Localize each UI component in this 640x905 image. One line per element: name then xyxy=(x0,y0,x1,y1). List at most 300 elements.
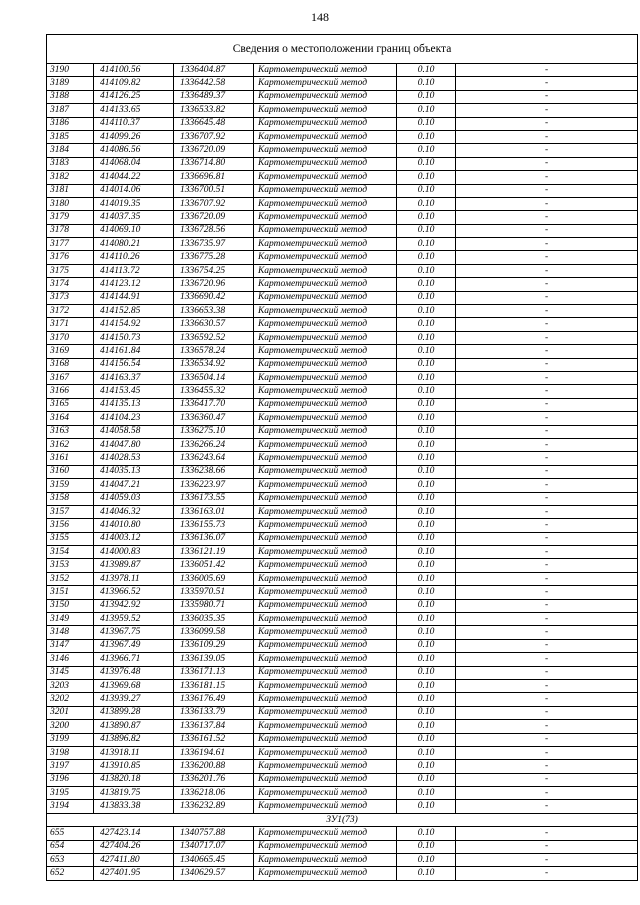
method-cell: Картометрический метод xyxy=(254,130,397,143)
table-row xyxy=(47,599,638,612)
method-cell: Картометрический метод xyxy=(254,613,397,626)
table-row xyxy=(47,626,638,639)
table-row xyxy=(47,465,638,478)
x-coordinate-cell: 414126.25 xyxy=(94,90,174,103)
description-cell: - xyxy=(456,479,638,492)
method-cell: Картометрический метод xyxy=(254,318,397,331)
point-number-cell: 3177 xyxy=(47,238,94,251)
description-cell: - xyxy=(456,278,638,291)
accuracy-cell: 0.10 xyxy=(397,264,456,277)
point-number-cell: 3162 xyxy=(47,438,94,451)
description-cell: - xyxy=(456,358,638,371)
method-cell: Картометрический метод xyxy=(254,251,397,264)
description-cell: - xyxy=(456,613,638,626)
method-cell: Картометрический метод xyxy=(254,666,397,679)
description-cell: - xyxy=(456,412,638,425)
description-cell: - xyxy=(456,251,638,264)
y-coordinate-cell: 1336653.38 xyxy=(174,305,254,318)
x-coordinate-cell: 414161.84 xyxy=(94,345,174,358)
y-coordinate-cell: 1336051.42 xyxy=(174,559,254,572)
x-coordinate-cell: 414135.13 xyxy=(94,398,174,411)
description-cell: - xyxy=(456,532,638,545)
y-coordinate-cell: 1336534.92 xyxy=(174,358,254,371)
description-cell: - xyxy=(456,773,638,786)
accuracy-cell: 0.10 xyxy=(397,104,456,117)
point-number-cell: 3169 xyxy=(47,345,94,358)
method-cell: Картометрический метод xyxy=(254,64,397,77)
x-coordinate-cell: 414010.80 xyxy=(94,519,174,532)
description-cell: - xyxy=(456,224,638,237)
point-number-cell: 3189 xyxy=(47,77,94,90)
point-number-cell: 3152 xyxy=(47,572,94,585)
y-coordinate-cell: 1336218.06 xyxy=(174,787,254,800)
x-coordinate-cell: 414047.80 xyxy=(94,438,174,451)
accuracy-cell: 0.10 xyxy=(397,238,456,251)
description-cell: - xyxy=(456,371,638,384)
x-coordinate-cell: 413989.87 xyxy=(94,559,174,572)
table-row xyxy=(47,519,638,532)
y-coordinate-cell: 1340757.88 xyxy=(174,827,254,840)
description-cell: - xyxy=(456,787,638,800)
method-cell: Картометрический метод xyxy=(254,224,397,237)
point-number-cell: 655 xyxy=(47,827,94,840)
description-cell: - xyxy=(456,104,638,117)
y-coordinate-cell: 1336155.73 xyxy=(174,519,254,532)
point-number-cell: 3174 xyxy=(47,278,94,291)
x-coordinate-cell: 413967.75 xyxy=(94,626,174,639)
method-cell: Картометрический метод xyxy=(254,546,397,559)
point-number-cell: 3175 xyxy=(47,264,94,277)
point-number-cell: 3172 xyxy=(47,305,94,318)
accuracy-cell: 0.10 xyxy=(397,693,456,706)
table-row xyxy=(47,720,638,733)
point-number-cell: 3148 xyxy=(47,626,94,639)
point-number-cell: 3179 xyxy=(47,211,94,224)
x-coordinate-cell: 413969.68 xyxy=(94,679,174,692)
y-coordinate-cell: 1336630.57 xyxy=(174,318,254,331)
y-coordinate-cell: 1336592.52 xyxy=(174,331,254,344)
accuracy-cell: 0.10 xyxy=(397,64,456,77)
table-row xyxy=(47,679,638,692)
accuracy-cell: 0.10 xyxy=(397,666,456,679)
method-cell: Картометрический метод xyxy=(254,572,397,585)
table-row xyxy=(47,64,638,77)
method-cell: Картометрический метод xyxy=(254,452,397,465)
table-row xyxy=(47,613,638,626)
table-row xyxy=(47,345,638,358)
table-row xyxy=(47,224,638,237)
x-coordinate-cell: 427423.14 xyxy=(94,827,174,840)
section-label: ЗУ1(73) xyxy=(47,813,638,826)
y-coordinate-cell: 1336232.89 xyxy=(174,800,254,813)
table-title: Сведения о местоположении границ объекта xyxy=(47,35,638,64)
description-cell: - xyxy=(456,238,638,251)
accuracy-cell: 0.10 xyxy=(397,572,456,585)
x-coordinate-cell: 414144.91 xyxy=(94,291,174,304)
x-coordinate-cell: 414000.83 xyxy=(94,546,174,559)
accuracy-cell: 0.10 xyxy=(397,787,456,800)
x-coordinate-cell: 414035.13 xyxy=(94,465,174,478)
point-number-cell: 3153 xyxy=(47,559,94,572)
y-coordinate-cell: 1336714.80 xyxy=(174,157,254,170)
y-coordinate-cell: 1336194.61 xyxy=(174,746,254,759)
y-coordinate-cell: 1335980.71 xyxy=(174,599,254,612)
section-row xyxy=(47,813,638,826)
x-coordinate-cell: 414047.21 xyxy=(94,479,174,492)
table-row xyxy=(47,358,638,371)
accuracy-cell: 0.10 xyxy=(397,733,456,746)
table-row xyxy=(47,492,638,505)
point-number-cell: 3168 xyxy=(47,358,94,371)
method-cell: Картометрический метод xyxy=(254,532,397,545)
y-coordinate-cell: 1340717.07 xyxy=(174,840,254,853)
method-cell: Картометрический метод xyxy=(254,184,397,197)
description-cell: - xyxy=(456,693,638,706)
method-cell: Картометрический метод xyxy=(254,773,397,786)
table-row xyxy=(47,773,638,786)
method-cell: Картометрический метод xyxy=(254,278,397,291)
x-coordinate-cell: 413966.71 xyxy=(94,653,174,666)
point-number-cell: 3201 xyxy=(47,706,94,719)
accuracy-cell: 0.10 xyxy=(397,720,456,733)
description-cell: - xyxy=(456,572,638,585)
description-cell: - xyxy=(456,653,638,666)
point-number-cell: 3173 xyxy=(47,291,94,304)
y-coordinate-cell: 1336163.01 xyxy=(174,505,254,518)
point-number-cell: 3158 xyxy=(47,492,94,505)
description-cell: - xyxy=(456,666,638,679)
x-coordinate-cell: 413899.28 xyxy=(94,706,174,719)
accuracy-cell: 0.10 xyxy=(397,599,456,612)
method-cell: Картометрический метод xyxy=(254,706,397,719)
description-cell: - xyxy=(456,800,638,813)
table-body xyxy=(47,35,638,881)
method-cell: Картометрический метод xyxy=(254,492,397,505)
accuracy-cell: 0.10 xyxy=(397,505,456,518)
y-coordinate-cell: 1336121.19 xyxy=(174,546,254,559)
accuracy-cell: 0.10 xyxy=(397,117,456,130)
table-row xyxy=(47,693,638,706)
description-cell: - xyxy=(456,586,638,599)
accuracy-cell: 0.10 xyxy=(397,144,456,157)
table-row xyxy=(47,800,638,813)
description-cell: - xyxy=(456,867,638,880)
description-cell: - xyxy=(456,144,638,157)
table-row xyxy=(47,171,638,184)
description-cell: - xyxy=(456,318,638,331)
y-coordinate-cell: 1336275.10 xyxy=(174,425,254,438)
x-coordinate-cell: 414037.35 xyxy=(94,211,174,224)
table-row xyxy=(47,666,638,679)
description-cell: - xyxy=(456,264,638,277)
point-number-cell: 3165 xyxy=(47,398,94,411)
table-row xyxy=(47,425,638,438)
accuracy-cell: 0.10 xyxy=(397,130,456,143)
y-coordinate-cell: 1336133.79 xyxy=(174,706,254,719)
point-number-cell: 3159 xyxy=(47,479,94,492)
x-coordinate-cell: 413942.92 xyxy=(94,599,174,612)
table-row xyxy=(47,157,638,170)
method-cell: Картометрический метод xyxy=(254,559,397,572)
accuracy-cell: 0.10 xyxy=(397,171,456,184)
point-number-cell: 3197 xyxy=(47,760,94,773)
x-coordinate-cell: 427404.26 xyxy=(94,840,174,853)
description-cell: - xyxy=(456,733,638,746)
method-cell: Картометрический метод xyxy=(254,626,397,639)
point-number-cell: 3156 xyxy=(47,519,94,532)
point-number-cell: 3160 xyxy=(47,465,94,478)
table-row xyxy=(47,278,638,291)
point-number-cell: 3167 xyxy=(47,371,94,384)
description-cell: - xyxy=(456,505,638,518)
description-cell: - xyxy=(456,465,638,478)
y-coordinate-cell: 1336243.64 xyxy=(174,452,254,465)
method-cell: Картометрический метод xyxy=(254,305,397,318)
accuracy-cell: 0.10 xyxy=(397,211,456,224)
method-cell: Картометрический метод xyxy=(254,720,397,733)
accuracy-cell: 0.10 xyxy=(397,318,456,331)
table-title-row xyxy=(47,35,638,64)
table-row xyxy=(47,840,638,853)
table-row xyxy=(47,211,638,224)
y-coordinate-cell: 1336754.25 xyxy=(174,264,254,277)
method-cell: Картометрический метод xyxy=(254,438,397,451)
point-number-cell: 3171 xyxy=(47,318,94,331)
accuracy-cell: 0.10 xyxy=(397,425,456,438)
y-coordinate-cell: 1336099.58 xyxy=(174,626,254,639)
y-coordinate-cell: 1336201.76 xyxy=(174,773,254,786)
accuracy-cell: 0.10 xyxy=(397,398,456,411)
table-row xyxy=(47,586,638,599)
y-coordinate-cell: 1336173.55 xyxy=(174,492,254,505)
y-coordinate-cell: 1336504.14 xyxy=(174,371,254,384)
accuracy-cell: 0.10 xyxy=(397,278,456,291)
method-cell: Картометрический метод xyxy=(254,211,397,224)
description-cell: - xyxy=(456,398,638,411)
table-row xyxy=(47,479,638,492)
method-cell: Картометрический метод xyxy=(254,117,397,130)
y-coordinate-cell: 1336578.24 xyxy=(174,345,254,358)
table-row xyxy=(47,305,638,318)
table-row xyxy=(47,505,638,518)
x-coordinate-cell: 413939.27 xyxy=(94,693,174,706)
x-coordinate-cell: 414110.37 xyxy=(94,117,174,130)
y-coordinate-cell: 1336728.56 xyxy=(174,224,254,237)
method-cell: Картометрический метод xyxy=(254,505,397,518)
table-row xyxy=(47,706,638,719)
description-cell: - xyxy=(456,492,638,505)
point-number-cell: 3151 xyxy=(47,586,94,599)
point-number-cell: 3194 xyxy=(47,800,94,813)
y-coordinate-cell: 1336775.28 xyxy=(174,251,254,264)
x-coordinate-cell: 413959.52 xyxy=(94,613,174,626)
accuracy-cell: 0.10 xyxy=(397,532,456,545)
point-number-cell: 3183 xyxy=(47,157,94,170)
table-row xyxy=(47,130,638,143)
point-number-cell: 3187 xyxy=(47,104,94,117)
y-coordinate-cell: 1336035.35 xyxy=(174,613,254,626)
point-number-cell: 3190 xyxy=(47,64,94,77)
table-row xyxy=(47,760,638,773)
point-number-cell: 3170 xyxy=(47,331,94,344)
table-row xyxy=(47,90,638,103)
point-number-cell: 3199 xyxy=(47,733,94,746)
table-row xyxy=(47,117,638,130)
description-cell: - xyxy=(456,706,638,719)
table-row xyxy=(47,572,638,585)
x-coordinate-cell: 413918.11 xyxy=(94,746,174,759)
method-cell: Картометрический метод xyxy=(254,197,397,210)
point-number-cell: 3200 xyxy=(47,720,94,733)
x-coordinate-cell: 413966.52 xyxy=(94,586,174,599)
point-number-cell: 3176 xyxy=(47,251,94,264)
x-coordinate-cell: 414046.32 xyxy=(94,505,174,518)
table-row xyxy=(47,854,638,867)
method-cell: Картометрический метод xyxy=(254,693,397,706)
description-cell: - xyxy=(456,438,638,451)
accuracy-cell: 0.10 xyxy=(397,197,456,210)
y-coordinate-cell: 1336417.70 xyxy=(174,398,254,411)
point-number-cell: 3147 xyxy=(47,639,94,652)
method-cell: Картометрический метод xyxy=(254,653,397,666)
accuracy-cell: 0.10 xyxy=(397,385,456,398)
method-cell: Картометрический метод xyxy=(254,425,397,438)
description-cell: - xyxy=(456,197,638,210)
table-row xyxy=(47,746,638,759)
point-number-cell: 3163 xyxy=(47,425,94,438)
method-cell: Картометрический метод xyxy=(254,733,397,746)
method-cell: Картометрический метод xyxy=(254,679,397,692)
x-coordinate-cell: 414104.23 xyxy=(94,412,174,425)
accuracy-cell: 0.10 xyxy=(397,840,456,853)
method-cell: Картометрический метод xyxy=(254,840,397,853)
x-coordinate-cell: 414153.45 xyxy=(94,385,174,398)
description-cell: - xyxy=(456,546,638,559)
x-coordinate-cell: 414113.72 xyxy=(94,264,174,277)
description-cell: - xyxy=(456,117,638,130)
method-cell: Картометрический метод xyxy=(254,746,397,759)
accuracy-cell: 0.10 xyxy=(397,626,456,639)
y-coordinate-cell: 1336109.29 xyxy=(174,639,254,652)
accuracy-cell: 0.10 xyxy=(397,546,456,559)
y-coordinate-cell: 1336181.15 xyxy=(174,679,254,692)
description-cell: - xyxy=(456,452,638,465)
y-coordinate-cell: 1336707.92 xyxy=(174,197,254,210)
point-number-cell: 3196 xyxy=(47,773,94,786)
description-cell: - xyxy=(456,211,638,224)
table-row xyxy=(47,412,638,425)
y-coordinate-cell: 1336266.24 xyxy=(174,438,254,451)
accuracy-cell: 0.10 xyxy=(397,773,456,786)
description-cell: - xyxy=(456,760,638,773)
x-coordinate-cell: 414086.56 xyxy=(94,144,174,157)
method-cell: Картометрический метод xyxy=(254,800,397,813)
y-coordinate-cell: 1336720.09 xyxy=(174,144,254,157)
accuracy-cell: 0.10 xyxy=(397,345,456,358)
method-cell: Картометрический метод xyxy=(254,854,397,867)
y-coordinate-cell: 1336176.49 xyxy=(174,693,254,706)
x-coordinate-cell: 414099.26 xyxy=(94,130,174,143)
x-coordinate-cell: 414156.54 xyxy=(94,358,174,371)
description-cell: - xyxy=(456,854,638,867)
y-coordinate-cell: 1340665.45 xyxy=(174,854,254,867)
y-coordinate-cell: 1336161.52 xyxy=(174,733,254,746)
method-cell: Картометрический метод xyxy=(254,586,397,599)
point-number-cell: 3157 xyxy=(47,505,94,518)
point-number-cell: 3203 xyxy=(47,679,94,692)
accuracy-cell: 0.10 xyxy=(397,760,456,773)
method-cell: Картометрический метод xyxy=(254,371,397,384)
accuracy-cell: 0.10 xyxy=(397,371,456,384)
accuracy-cell: 0.10 xyxy=(397,251,456,264)
accuracy-cell: 0.10 xyxy=(397,358,456,371)
method-cell: Картометрический метод xyxy=(254,345,397,358)
x-coordinate-cell: 413833.38 xyxy=(94,800,174,813)
description-cell: - xyxy=(456,291,638,304)
x-coordinate-cell: 414163.37 xyxy=(94,371,174,384)
method-cell: Картометрический метод xyxy=(254,867,397,880)
x-coordinate-cell: 414069.10 xyxy=(94,224,174,237)
description-cell: - xyxy=(456,425,638,438)
point-number-cell: 3146 xyxy=(47,653,94,666)
table-row xyxy=(47,452,638,465)
method-cell: Картометрический метод xyxy=(254,519,397,532)
method-cell: Картометрический метод xyxy=(254,264,397,277)
point-number-cell: 3185 xyxy=(47,130,94,143)
x-coordinate-cell: 414152.85 xyxy=(94,305,174,318)
accuracy-cell: 0.10 xyxy=(397,305,456,318)
accuracy-cell: 0.10 xyxy=(397,479,456,492)
y-coordinate-cell: 1336136.07 xyxy=(174,532,254,545)
description-cell: - xyxy=(456,90,638,103)
x-coordinate-cell: 413820.18 xyxy=(94,773,174,786)
method-cell: Картометрический метод xyxy=(254,787,397,800)
accuracy-cell: 0.10 xyxy=(397,492,456,505)
table-row xyxy=(47,104,638,117)
method-cell: Картометрический метод xyxy=(254,760,397,773)
method-cell: Картометрический метод xyxy=(254,331,397,344)
y-coordinate-cell: 1336489.37 xyxy=(174,90,254,103)
table-row xyxy=(47,184,638,197)
accuracy-cell: 0.10 xyxy=(397,452,456,465)
method-cell: Картометрический метод xyxy=(254,465,397,478)
method-cell: Картометрический метод xyxy=(254,144,397,157)
method-cell: Картометрический метод xyxy=(254,398,397,411)
accuracy-cell: 0.10 xyxy=(397,559,456,572)
x-coordinate-cell: 414044.22 xyxy=(94,171,174,184)
accuracy-cell: 0.10 xyxy=(397,586,456,599)
y-coordinate-cell: 1336533.82 xyxy=(174,104,254,117)
description-cell: - xyxy=(456,639,638,652)
boundary-coordinates-table xyxy=(46,34,638,881)
method-cell: Картометрический метод xyxy=(254,291,397,304)
x-coordinate-cell: 413819.75 xyxy=(94,787,174,800)
description-cell: - xyxy=(456,64,638,77)
table-row xyxy=(47,371,638,384)
y-coordinate-cell: 1336360.47 xyxy=(174,412,254,425)
point-number-cell: 3145 xyxy=(47,666,94,679)
accuracy-cell: 0.10 xyxy=(397,653,456,666)
x-coordinate-cell: 413890.87 xyxy=(94,720,174,733)
y-coordinate-cell: 1335970.51 xyxy=(174,586,254,599)
y-coordinate-cell: 1336137.84 xyxy=(174,720,254,733)
method-cell: Картометрический метод xyxy=(254,358,397,371)
point-number-cell: 3161 xyxy=(47,452,94,465)
x-coordinate-cell: 414133.65 xyxy=(94,104,174,117)
description-cell: - xyxy=(456,626,638,639)
table-row xyxy=(47,827,638,840)
method-cell: Картометрический метод xyxy=(254,90,397,103)
